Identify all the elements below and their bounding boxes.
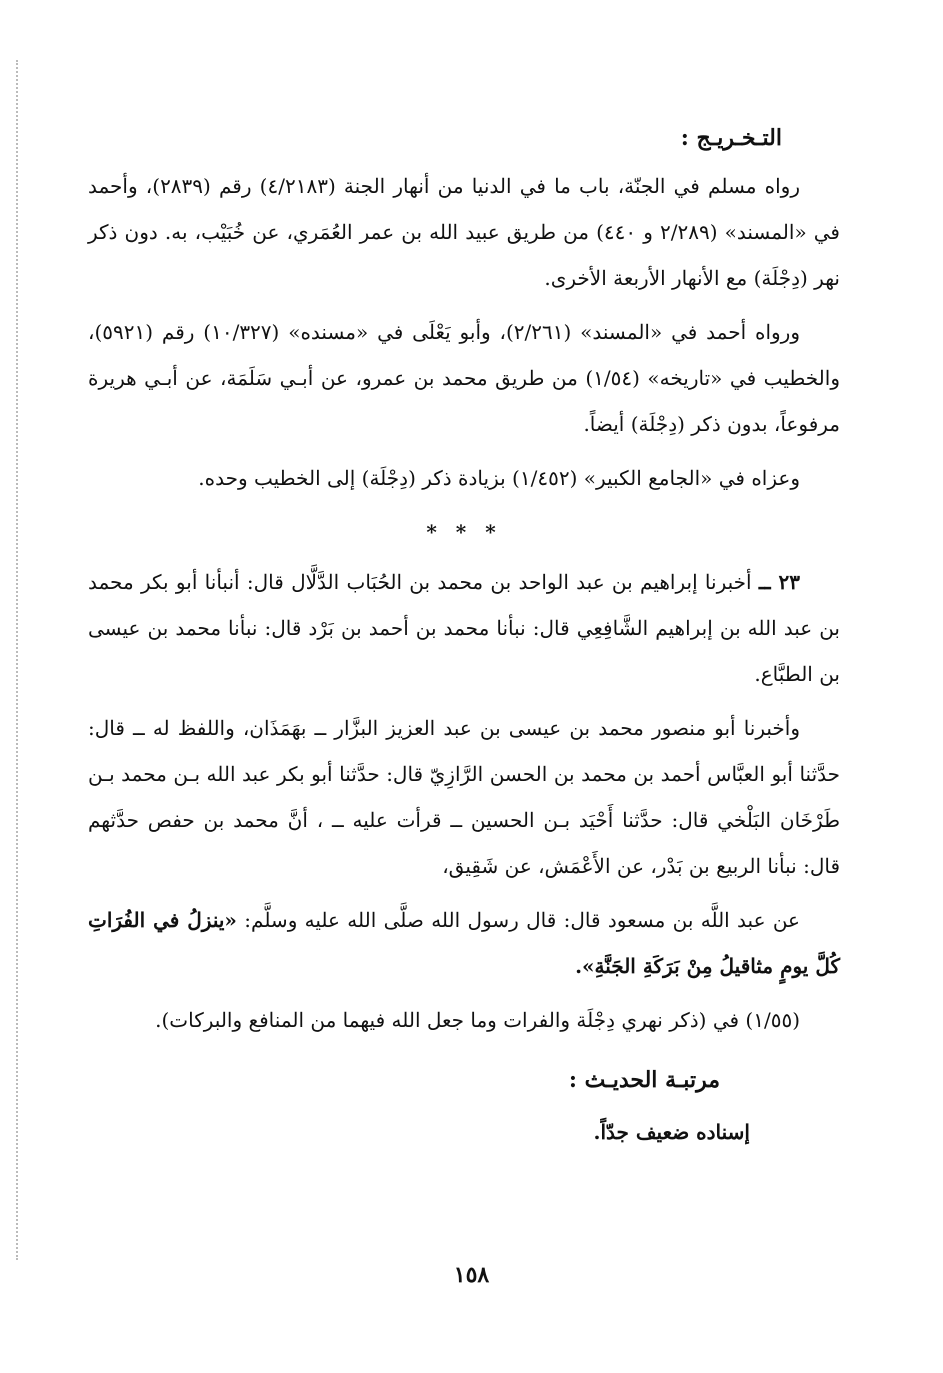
section-separator: * * * [426, 520, 502, 544]
matn-intro: عن عبد اللَّه بن مسعود قال: قال رسول الله صلَّى الله عليه وسلَّم: [244, 908, 800, 932]
hadith-isnad-1 [88, 559, 840, 697]
page-content [88, 115, 840, 1155]
hadith-matn [88, 897, 840, 989]
takhrij-heading: التـخـريـج : [680, 125, 782, 151]
takhrij-paragraph-1: رواه مسلم في الجنّة، باب ما في الدنيا من أنهار الجنة (٤/٢١٨٣) رقم (٢٨٣٩)، وأحمد في «المسند» (٢/٢٨٩ و ٤٤٠) من طريق عبيد الله بن عمر العُمَري، عن خُبَيْب، به. دون ذكر نهر (دِجْلَة) مع الأنهار الأربعة الأخرى. [88, 174, 840, 290]
scan-edge-dots [16, 60, 18, 1260]
hadith-number: ٢٣ ــ [758, 570, 800, 594]
grade-heading: مرتبـة الحديـث : [568, 1067, 720, 1093]
hadith-reference: (١/٥٥) في (ذكر نهري دِجْلَة والفرات وما جعل الله فيهما من المنافع والبركات). [155, 1008, 800, 1032]
takhrij-paragraph-2: ورواه أحمد في «المسند» (٢/٢٦١)، وأبو يَعْلَى في «مسنده» (١٠/٣٢٧) رقم (٥٩٢١)، والخطيب في «تاريخه» (١/٥٤) من طريق محمد بن عمرو، عن أبـي سَلَمَة، عن أبـي هريرة مرفوعاً، بدون ذكر (دِجْلَة) أيضاً. [88, 320, 840, 436]
grade-text: إسناده ضعيف جدّاً. [593, 1120, 750, 1144]
isnad-text-1: أخبرنا إبراهيم بن عبد الواحد بن محمد بن الحُبَاب الدَّلَّال قال: أنبأنا أبو بكر محمد بن عبد الله بن إبراهيم الشَّافِعِي قال: نبأنا محمد بن أحمد بن بَرْد قال: نبأنا محمد بن عيسى بن الطبَّاع. [88, 570, 840, 686]
page-number: ١٥٨ [453, 1262, 490, 1288]
hadith-isnad-2: وأخبرنا أبو منصور محمد بن عيسى بن عبد العزيز البزَّار ــ بهَمَذَان، واللفظ له ــ قال: حدَّثنا أبو العبَّاس أحمد بن محمد بن الحسن الرَّازِيّ قال: حدَّثنا أبو بكر عبد الله بـن محمد بـن طَرْخَان البَلْخي قال: حدَّثنا أَحْيَد بـن الحسين ــ قرأت عليه ــ ، أنَّ محمد بن حفص حدَّثهم قال: نبأنا الربيع بن بَدْر، عن الأَعْمَش، عن شَقِيق، [88, 716, 840, 878]
takhrij-paragraph-3: وعزاه في «الجامع الكبير» (١/٤٥٢) بزيادة ذكر (دِجْلَة) إلى الخطيب وحده. [198, 466, 800, 490]
matn-quote: «ينزلُ في الفُرَاتِ كُلَّ يومٍ مثاقيلُ مِنْ بَرَكَةِ الجَنَّةِ». [88, 908, 840, 978]
